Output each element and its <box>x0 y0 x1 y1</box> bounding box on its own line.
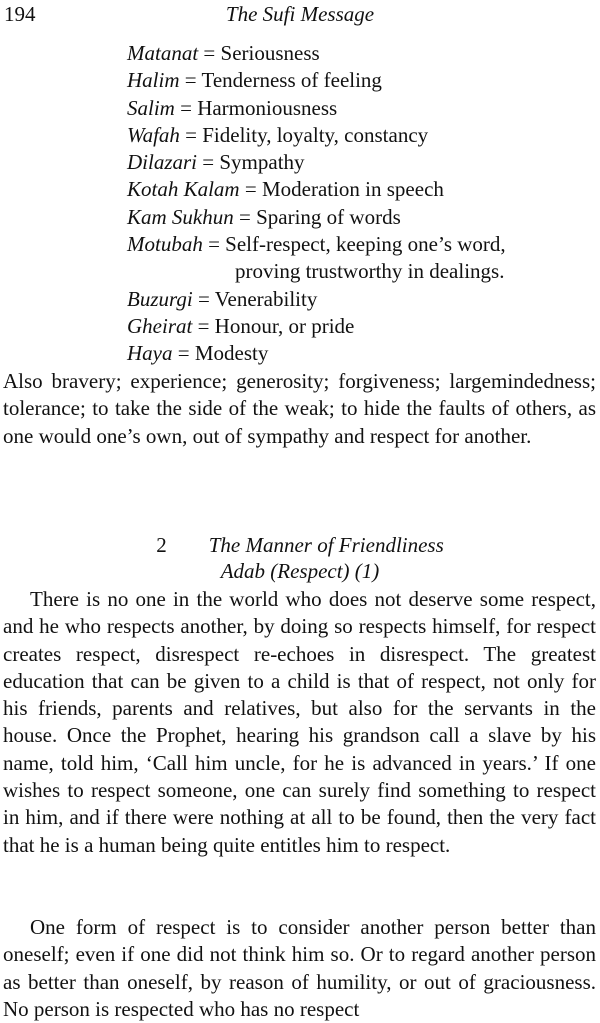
equals-sign: = <box>203 41 216 65</box>
glossary-list <box>127 40 597 368</box>
running-head: The Sufi Message <box>225 2 375 26</box>
glossary-entry <box>127 95 597 122</box>
glossary-meaning: Seriousness <box>220 41 320 65</box>
glossary-term: Wafah <box>127 122 180 147</box>
section-number: 2 <box>156 533 167 557</box>
equals-sign: = <box>177 341 190 366</box>
equals-sign: = <box>197 286 210 311</box>
section-heading <box>0 533 600 558</box>
section-subtitle: Adab (Respect) (1) <box>220 559 380 583</box>
glossary-entry <box>127 40 597 67</box>
glossary-meaning: Honour, or pride <box>214 313 355 338</box>
glossary-entry <box>127 67 597 94</box>
glossary-term: Matanat <box>127 41 199 65</box>
glossary-term: Buzurgi <box>127 286 193 311</box>
glossary-meaning: Moderation in speech <box>261 177 444 202</box>
glossary-entry <box>127 286 597 313</box>
glossary-term: Kam Sukhun <box>127 204 234 229</box>
glossary-term: Halim <box>127 68 180 93</box>
glossary-term: Motubah <box>127 232 203 257</box>
glossary-meaning: Venerability <box>214 286 318 311</box>
section-title: The Manner of Friendliness <box>208 533 444 557</box>
glossary-entry <box>127 204 597 231</box>
glossary-meaning: Modesty <box>194 341 269 366</box>
page-number: 194 <box>4 2 36 26</box>
glossary-meaning: Self-respect, keeping one’s word, <box>225 232 506 257</box>
equals-sign: = <box>208 232 220 257</box>
equals-sign: = <box>197 313 210 338</box>
glossary-term: Salim <box>127 95 175 120</box>
equals-sign: = <box>180 95 192 120</box>
equals-sign: = <box>184 68 197 93</box>
glossary-meaning: Fidelity, loyalty, constancy <box>202 122 429 147</box>
equals-sign: = <box>185 122 197 147</box>
glossary-meaning: Tenderness of feeling <box>201 68 382 93</box>
paragraph-also: Also bravery; experience; generosity; forgiveness; largemindedness; tolerance; to take the side of the weak; to hide the faults of others, as one would one’s own, out of sympathy and respect for another. <box>3 369 596 448</box>
paragraph-respect: There is no one in the world who does not deserve some respect, and he who respects another, by doing so respects himself, for respect creates respect, disrespect re-echoes in disrespect. The greatest education that can be given to a child is that of respect, not only for his friends, parents and relatives, but also for the servants in the house. Once the Prophet, hearing his grandson call a slave by his name, told him, ‘Call him uncle, for he is advanced in years.’ If one wishes to respect someone, one can surely find something to respect in him, and if there were nothing at all to be found, then the very fact that he is a human being quite entitles him to respect. <box>3 587 596 857</box>
glossary-entry <box>127 231 597 258</box>
glossary-term: Gheirat <box>127 313 193 338</box>
glossary-term: Haya <box>127 341 173 366</box>
glossary-term: Dilazari <box>127 150 198 175</box>
glossary-entry <box>127 122 597 149</box>
glossary-meaning: Harmoniousness <box>197 95 338 120</box>
page-header <box>2 2 598 30</box>
equals-sign: = <box>244 177 257 202</box>
glossary-entry <box>127 149 597 176</box>
glossary-meaning-continuation: proving trustworthy in dealings. <box>235 259 505 284</box>
glossary-meaning: Sympathy <box>219 150 305 175</box>
glossary-entry <box>127 176 597 203</box>
paragraph-form-of-respect: One form of respect is to consider another person better than oneself; even if one did not think him so. Or to regard another person as better than oneself, by reason of humility, or out of graciousness. No person is respected who has no respect <box>3 915 596 1021</box>
equals-sign: = <box>202 150 215 175</box>
glossary-entry <box>127 313 597 340</box>
glossary-term: Kotah Kalam <box>127 177 240 202</box>
glossary-meaning: Sparing of words <box>256 204 401 229</box>
glossary-entry <box>127 340 597 367</box>
equals-sign: = <box>239 204 251 229</box>
